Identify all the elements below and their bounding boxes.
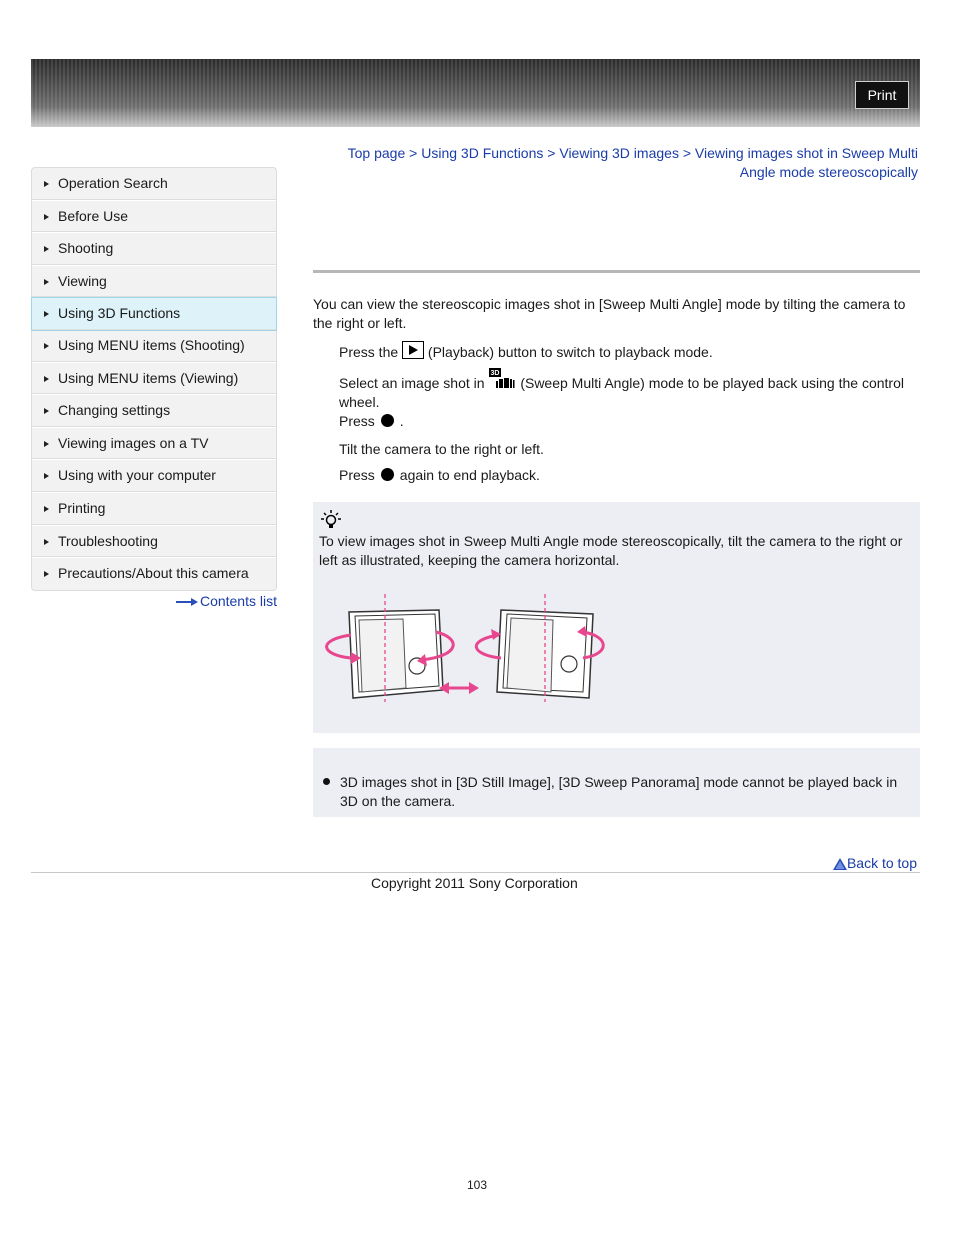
icon-3d-label: 3D — [490, 370, 500, 377]
hint-text: To view images shot in Sweep Multi Angle mode stereoscopically, tilt the camera to the right or left as illustrated, keeping the camera horizontal. — [319, 533, 903, 568]
copyright-text: Copyright 2011 Sony Corporation — [371, 875, 578, 891]
arrow-right-icon — [44, 408, 49, 414]
step-text: Press — [339, 467, 375, 483]
sidebar-item-label: Viewing — [58, 272, 107, 289]
sidebar-item-label: Using 3D Functions — [58, 305, 181, 322]
step-text: (Sweep Multi Angle) mode to be played back using the control wheel. — [339, 375, 904, 410]
breadcrumb-link-3d-functions[interactable]: Using 3D Functions — [421, 145, 544, 161]
sidebar-item-label: Using MENU items (Shooting) — [58, 336, 245, 353]
arrow-right-icon — [44, 214, 49, 220]
arrow-right-icon — [44, 441, 49, 447]
arrow-right-icon — [44, 311, 49, 317]
bullet-icon — [323, 778, 330, 785]
center-button-icon — [381, 468, 394, 481]
sidebar-item-label: Precautions/About this camera — [58, 565, 249, 582]
breadcrumb-separator: > — [409, 145, 422, 161]
note-box — [313, 748, 920, 817]
step-text: again to end playback. — [399, 467, 540, 483]
sidebar-item-label: Printing — [58, 499, 106, 516]
breadcrumb-link-current[interactable]: Viewing images shot in Sweep Multi Angle mode stereoscopically — [694, 145, 918, 180]
sweep-multi-angle-icon — [488, 368, 516, 390]
breadcrumb-separator: > — [547, 145, 560, 161]
step-text: Press — [339, 413, 375, 429]
playback-icon — [402, 341, 424, 359]
back-to-top-label: Back to top — [846, 855, 917, 871]
sidebar-item-before-use[interactable] — [32, 201, 276, 234]
center-button-icon — [381, 414, 394, 427]
arrow-right-icon — [44, 571, 49, 577]
sidebar-item-label: Using MENU items (Viewing) — [58, 369, 239, 386]
sidebar-item-menu-shooting[interactable] — [32, 330, 276, 363]
step-text: Select an image shot in — [339, 375, 485, 391]
sidebar-item-computer[interactable] — [32, 460, 276, 493]
arrow-right-icon — [44, 376, 49, 382]
sidebar-item-shooting[interactable] — [32, 233, 276, 266]
breadcrumb-separator: > — [682, 145, 695, 161]
sidebar-item-changing-settings[interactable] — [32, 395, 276, 428]
sidebar-item-viewing[interactable] — [32, 266, 276, 299]
arrow-right-icon — [44, 279, 49, 285]
print-button[interactable]: Print — [855, 81, 909, 109]
breadcrumb-link-top[interactable]: Top page — [347, 145, 406, 161]
sidebar-nav — [31, 167, 277, 591]
title-divider — [313, 270, 920, 273]
sidebar-item-operation-search[interactable] — [32, 168, 276, 201]
hint-box — [313, 502, 920, 733]
sidebar-item-troubleshooting[interactable] — [32, 526, 276, 559]
page-header-banner — [31, 59, 920, 127]
arrow-right-icon — [44, 539, 49, 545]
sidebar-item-label: Changing settings — [58, 402, 171, 419]
sidebar-item-label: Operation Search — [58, 175, 168, 191]
step-1 — [339, 341, 919, 362]
breadcrumb — [330, 144, 918, 182]
arrow-right-icon — [44, 506, 49, 512]
camera-left — [349, 610, 443, 698]
triangle-up-icon — [833, 858, 847, 870]
double-arrow-icon — [439, 682, 479, 694]
sidebar-item-printing[interactable] — [32, 493, 276, 526]
contents-list-link[interactable] — [176, 593, 277, 609]
step-4: Tilt the camera to the right or left. — [339, 441, 544, 457]
breadcrumb-link-viewing-3d[interactable]: Viewing 3D images — [559, 145, 679, 161]
step-text: (Playback) button to switch to playback mode. — [427, 344, 713, 360]
arrow-right-icon — [44, 473, 49, 479]
sidebar-item-label: Using with your computer — [58, 467, 216, 484]
arrow-right-icon — [176, 598, 198, 606]
back-to-top-link[interactable] — [833, 855, 917, 871]
arrow-right-icon — [44, 181, 49, 187]
arrow-right-icon — [44, 343, 49, 349]
page-number: 103 — [466, 1178, 488, 1192]
contents-list-label: Contents list — [199, 593, 277, 609]
footer-divider — [31, 872, 920, 873]
sidebar-item-label: Shooting — [58, 240, 114, 257]
sidebar-item-label: Troubleshooting — [58, 532, 158, 549]
arrow-right-icon — [44, 246, 49, 252]
lightbulb-icon — [321, 510, 341, 530]
step-text: . — [399, 413, 404, 429]
sidebar-item-menu-viewing[interactable] — [32, 363, 276, 396]
intro-paragraph: You can view the stereoscopic images shot in [Sweep Multi Angle] mode by tilting the camera to the right or left. — [313, 296, 906, 331]
sidebar-item-precautions[interactable] — [32, 558, 276, 590]
camera-tilt-illustration — [321, 590, 611, 705]
step-3 — [339, 412, 919, 431]
step-2 — [339, 368, 919, 412]
sidebar-item-label: Viewing images on a TV — [58, 434, 209, 451]
step-5 — [339, 466, 919, 485]
note-text: 3D images shot in [3D Still Image], [3D Sweep Panorama] mode cannot be played back in 3D on the camera. — [340, 774, 898, 809]
sidebar-item-using-3d-functions[interactable] — [31, 297, 277, 331]
step-text: Press the — [339, 344, 399, 360]
sidebar-item-viewing-tv[interactable] — [32, 428, 276, 461]
sidebar-item-label: Before Use — [58, 207, 129, 224]
